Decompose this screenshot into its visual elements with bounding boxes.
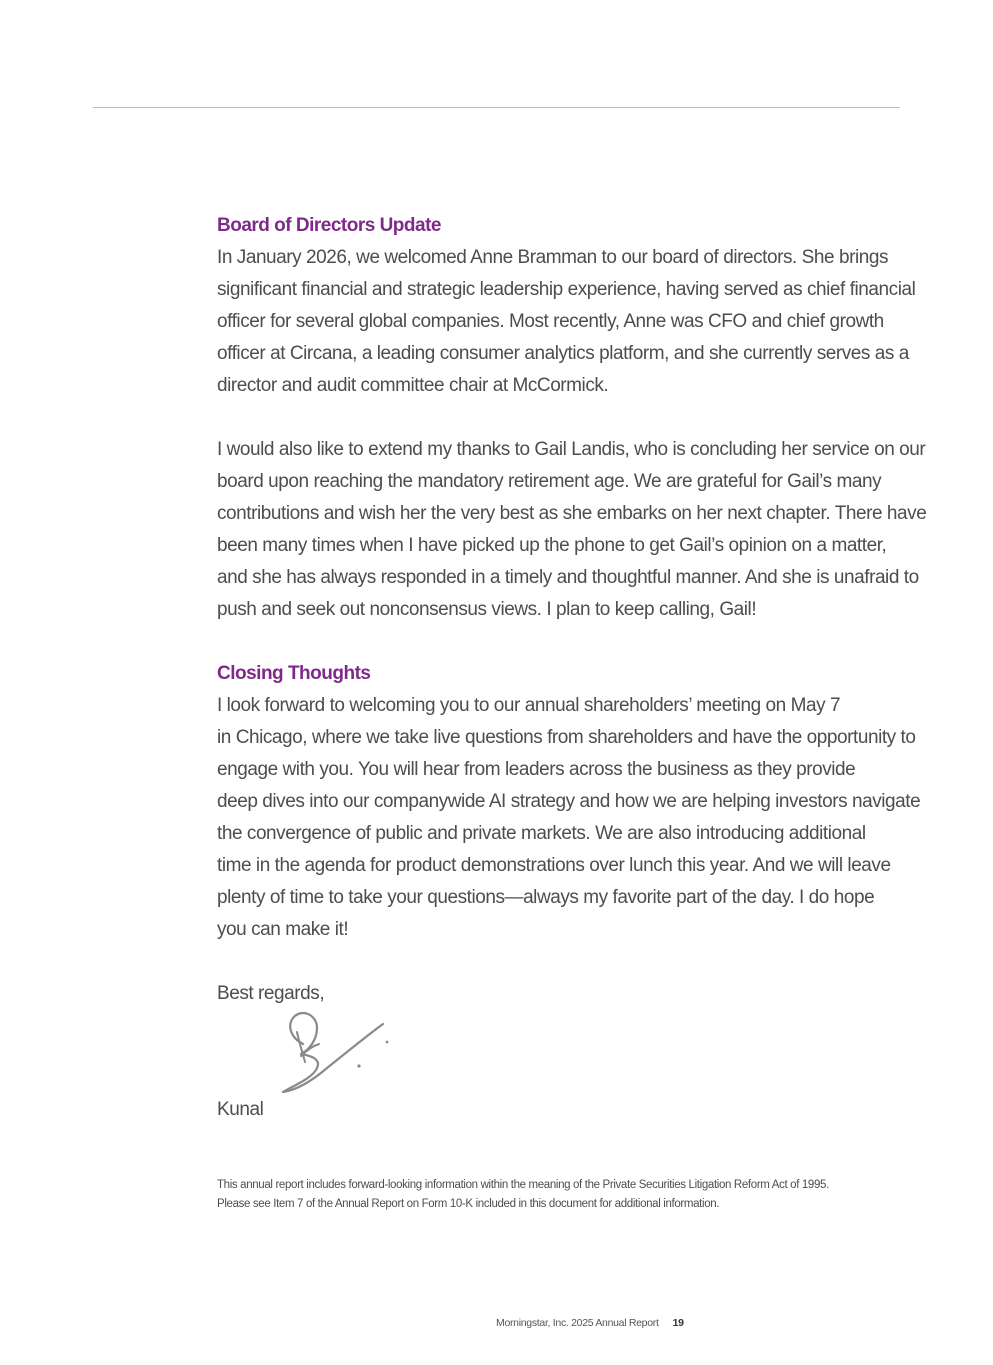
signer-name: Kunal bbox=[217, 1099, 264, 1120]
text-line: board upon reaching the mandatory retirement age. We are grateful for Gail’s many bbox=[217, 471, 882, 492]
text-line: deep dives into our companywide AI strategy and how we are helping investors navigate bbox=[217, 791, 921, 812]
text-line: plenty of time to take your questions—always my favorite part of the day. I do hope bbox=[217, 887, 875, 908]
text-line: time in the agenda for product demonstrations over lunch this year. And we will leave bbox=[217, 855, 891, 876]
text-line: director and audit committee chair at McCormick. bbox=[217, 375, 609, 396]
disclaimer-line: This annual report includes forward-looking information within the meaning of the Private Securities Litigation Reform Act of 1995. bbox=[217, 1179, 829, 1191]
page-number: 19 bbox=[672, 1317, 684, 1329]
footer-report-title: Morningstar, Inc. 2025 Annual Report bbox=[496, 1317, 659, 1329]
text-line: In January 2026, we welcomed Anne Bramman to our board of directors. She brings bbox=[217, 247, 889, 268]
closing-paragraph bbox=[217, 690, 921, 946]
text-line: you can make it! bbox=[217, 919, 349, 940]
board-paragraph-2 bbox=[217, 434, 927, 626]
text-line: been many times when I have picked up the phone to get Gail’s opinion on a matter, bbox=[217, 535, 887, 556]
top-divider bbox=[93, 107, 900, 108]
text-line: I look forward to welcoming you to our annual shareholders’ meeting on May 7 bbox=[217, 695, 841, 716]
text-line: significant financial and strategic leadership experience, having served as chief financial bbox=[217, 279, 916, 300]
sign-off: Best regards, bbox=[217, 983, 325, 1004]
text-line: and she has always responded in a timely and thoughtful manner. And she is unafraid to bbox=[217, 567, 919, 588]
forward-looking-disclaimer bbox=[217, 1176, 907, 1214]
text-line: engage with you. You will hear from leaders across the business as they provide bbox=[217, 759, 856, 780]
text-line: I would also like to extend my thanks to Gail Landis, who is concluding her service on our bbox=[217, 439, 926, 460]
signature-image bbox=[273, 1006, 393, 1102]
text-line: push and seek out nonconsensus views. I plan to keep calling, Gail! bbox=[217, 599, 757, 620]
text-line: officer at Circana, a leading consumer analytics platform, and she currently serves as a bbox=[217, 343, 909, 364]
page-footer bbox=[496, 1314, 684, 1332]
text-line: the convergence of public and private markets. We are also introducing additional bbox=[217, 823, 866, 844]
text-line: in Chicago, where we take live questions from shareholders and have the opportunity to bbox=[217, 727, 916, 748]
closing-section-heading: Closing Thoughts bbox=[217, 663, 371, 684]
board-section-heading: Board of Directors Update bbox=[217, 215, 441, 236]
text-line: contributions and wish her the very best as she embarks on her next chapter. There have bbox=[217, 503, 927, 524]
letter-body bbox=[217, 210, 927, 1126]
disclaimer-line: Please see Item 7 of the Annual Report on Form 10-K included in this document for additional information. bbox=[217, 1198, 720, 1210]
text-line: officer for several global companies. Most recently, Anne was CFO and chief growth bbox=[217, 311, 884, 332]
board-paragraph-1 bbox=[217, 242, 916, 402]
